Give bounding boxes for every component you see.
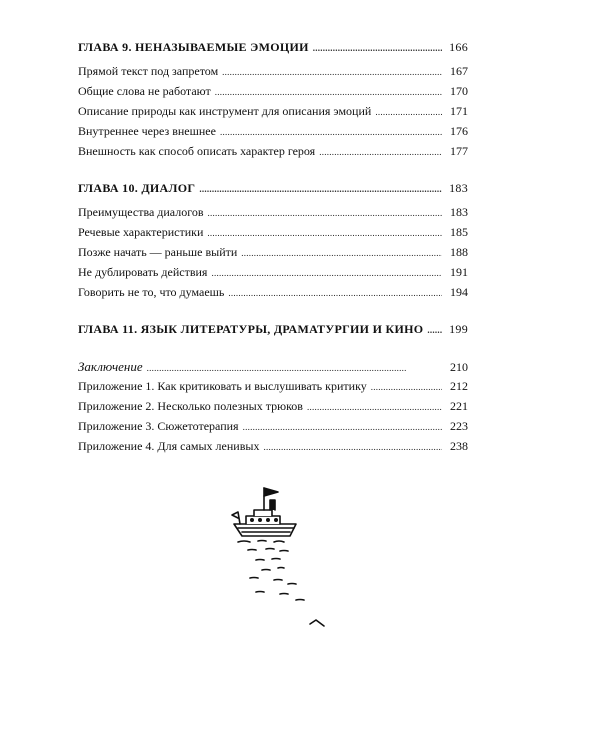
toc-item[interactable] <box>78 104 468 124</box>
item-label: Приложение 2. Несколько полезных трюков <box>78 399 303 413</box>
page-number: 238 <box>450 439 468 453</box>
item-label: Речевые характеристики <box>78 225 204 239</box>
toc-chapter-9[interactable] <box>78 40 468 60</box>
page-number: 199 <box>449 322 468 336</box>
page-number: 166 <box>449 40 468 54</box>
leader-dots <box>313 43 442 53</box>
toc-item[interactable] <box>78 205 468 225</box>
page-number: 191 <box>450 265 468 279</box>
page-number: 210 <box>450 360 468 374</box>
leader-dots <box>199 184 442 194</box>
leader-dots <box>427 325 442 335</box>
toc-item[interactable] <box>78 124 468 144</box>
item-label: Позже начать — раньше выйти <box>78 245 238 259</box>
toc-item[interactable] <box>78 399 468 419</box>
page-number: 183 <box>449 181 468 195</box>
toc-item[interactable] <box>78 144 468 164</box>
leader-dots <box>211 268 442 278</box>
page-number: 223 <box>450 419 468 433</box>
leader-dots <box>228 288 442 298</box>
item-label: Общие слова не работают <box>78 84 211 98</box>
page-number: 171 <box>450 104 468 118</box>
chapter-title: ГЛАВА 9. НЕНАЗЫВАЕМЫЕ ЭМОЦИИ <box>78 40 309 54</box>
page-number: 188 <box>450 245 468 259</box>
leader-dots <box>243 422 442 432</box>
conclusion-title: Заключение <box>78 359 143 374</box>
toc-conclusion[interactable] <box>78 359 468 379</box>
toc-item[interactable] <box>78 265 468 285</box>
leader-dots <box>215 87 442 97</box>
item-label: Не дублировать действия <box>78 265 208 279</box>
item-label: Приложение 4. Для самых ленивых <box>78 439 260 453</box>
leader-dots <box>263 442 442 452</box>
leader-dots <box>375 107 442 117</box>
page-number: 183 <box>450 205 468 219</box>
leader-dots <box>208 208 442 218</box>
chapter-title: ГЛАВА 10. ДИАЛОГ <box>78 181 196 195</box>
item-label: Описание природы как инструмент для описания эмоций <box>78 104 372 118</box>
item-label: Приложение 1. Как критиковать и выслушивать критику <box>78 379 367 393</box>
toc-chapter-11[interactable] <box>78 322 468 342</box>
toc-item[interactable] <box>78 64 468 84</box>
leader-dots <box>307 402 442 412</box>
leader-dots <box>371 382 442 392</box>
leader-dots <box>147 363 442 373</box>
page-number: 221 <box>450 399 468 413</box>
toc-item[interactable] <box>78 285 468 305</box>
page-number: 176 <box>450 124 468 138</box>
toc-item[interactable] <box>78 245 468 265</box>
toc-item[interactable] <box>78 419 468 439</box>
leader-dots <box>222 67 442 77</box>
leader-dots <box>241 248 442 258</box>
item-label: Внешность как способ описать характер героя <box>78 144 316 158</box>
page-number: 212 <box>450 379 468 393</box>
item-label: Приложение 3. Сюжетотерапия <box>78 419 239 433</box>
ship-on-water-icon <box>220 480 360 645</box>
leader-dots <box>319 147 442 157</box>
page-number: 194 <box>450 285 468 299</box>
toc-chapter-10[interactable] <box>78 181 468 201</box>
page-number: 185 <box>450 225 468 239</box>
toc-item[interactable] <box>78 439 468 459</box>
item-label: Преимущества диалогов <box>78 205 204 219</box>
toc-item[interactable] <box>78 225 468 245</box>
item-label: Говорить не то, что думаешь <box>78 285 225 299</box>
page-number: 170 <box>450 84 468 98</box>
item-label: Прямой текст под запретом <box>78 64 219 78</box>
leader-dots <box>220 127 442 137</box>
table-of-contents <box>78 40 468 459</box>
leader-dots <box>207 228 442 238</box>
toc-item[interactable] <box>78 84 468 104</box>
item-label: Внутреннее через внешнее <box>78 124 216 138</box>
chapter-title: ГЛАВА 11. ЯЗЫК ЛИТЕРАТУРЫ, ДРАМАТУРГИИ И КИНО <box>78 322 424 336</box>
page-number: 167 <box>450 64 468 78</box>
page-number: 177 <box>450 144 468 158</box>
toc-item[interactable] <box>78 379 468 399</box>
